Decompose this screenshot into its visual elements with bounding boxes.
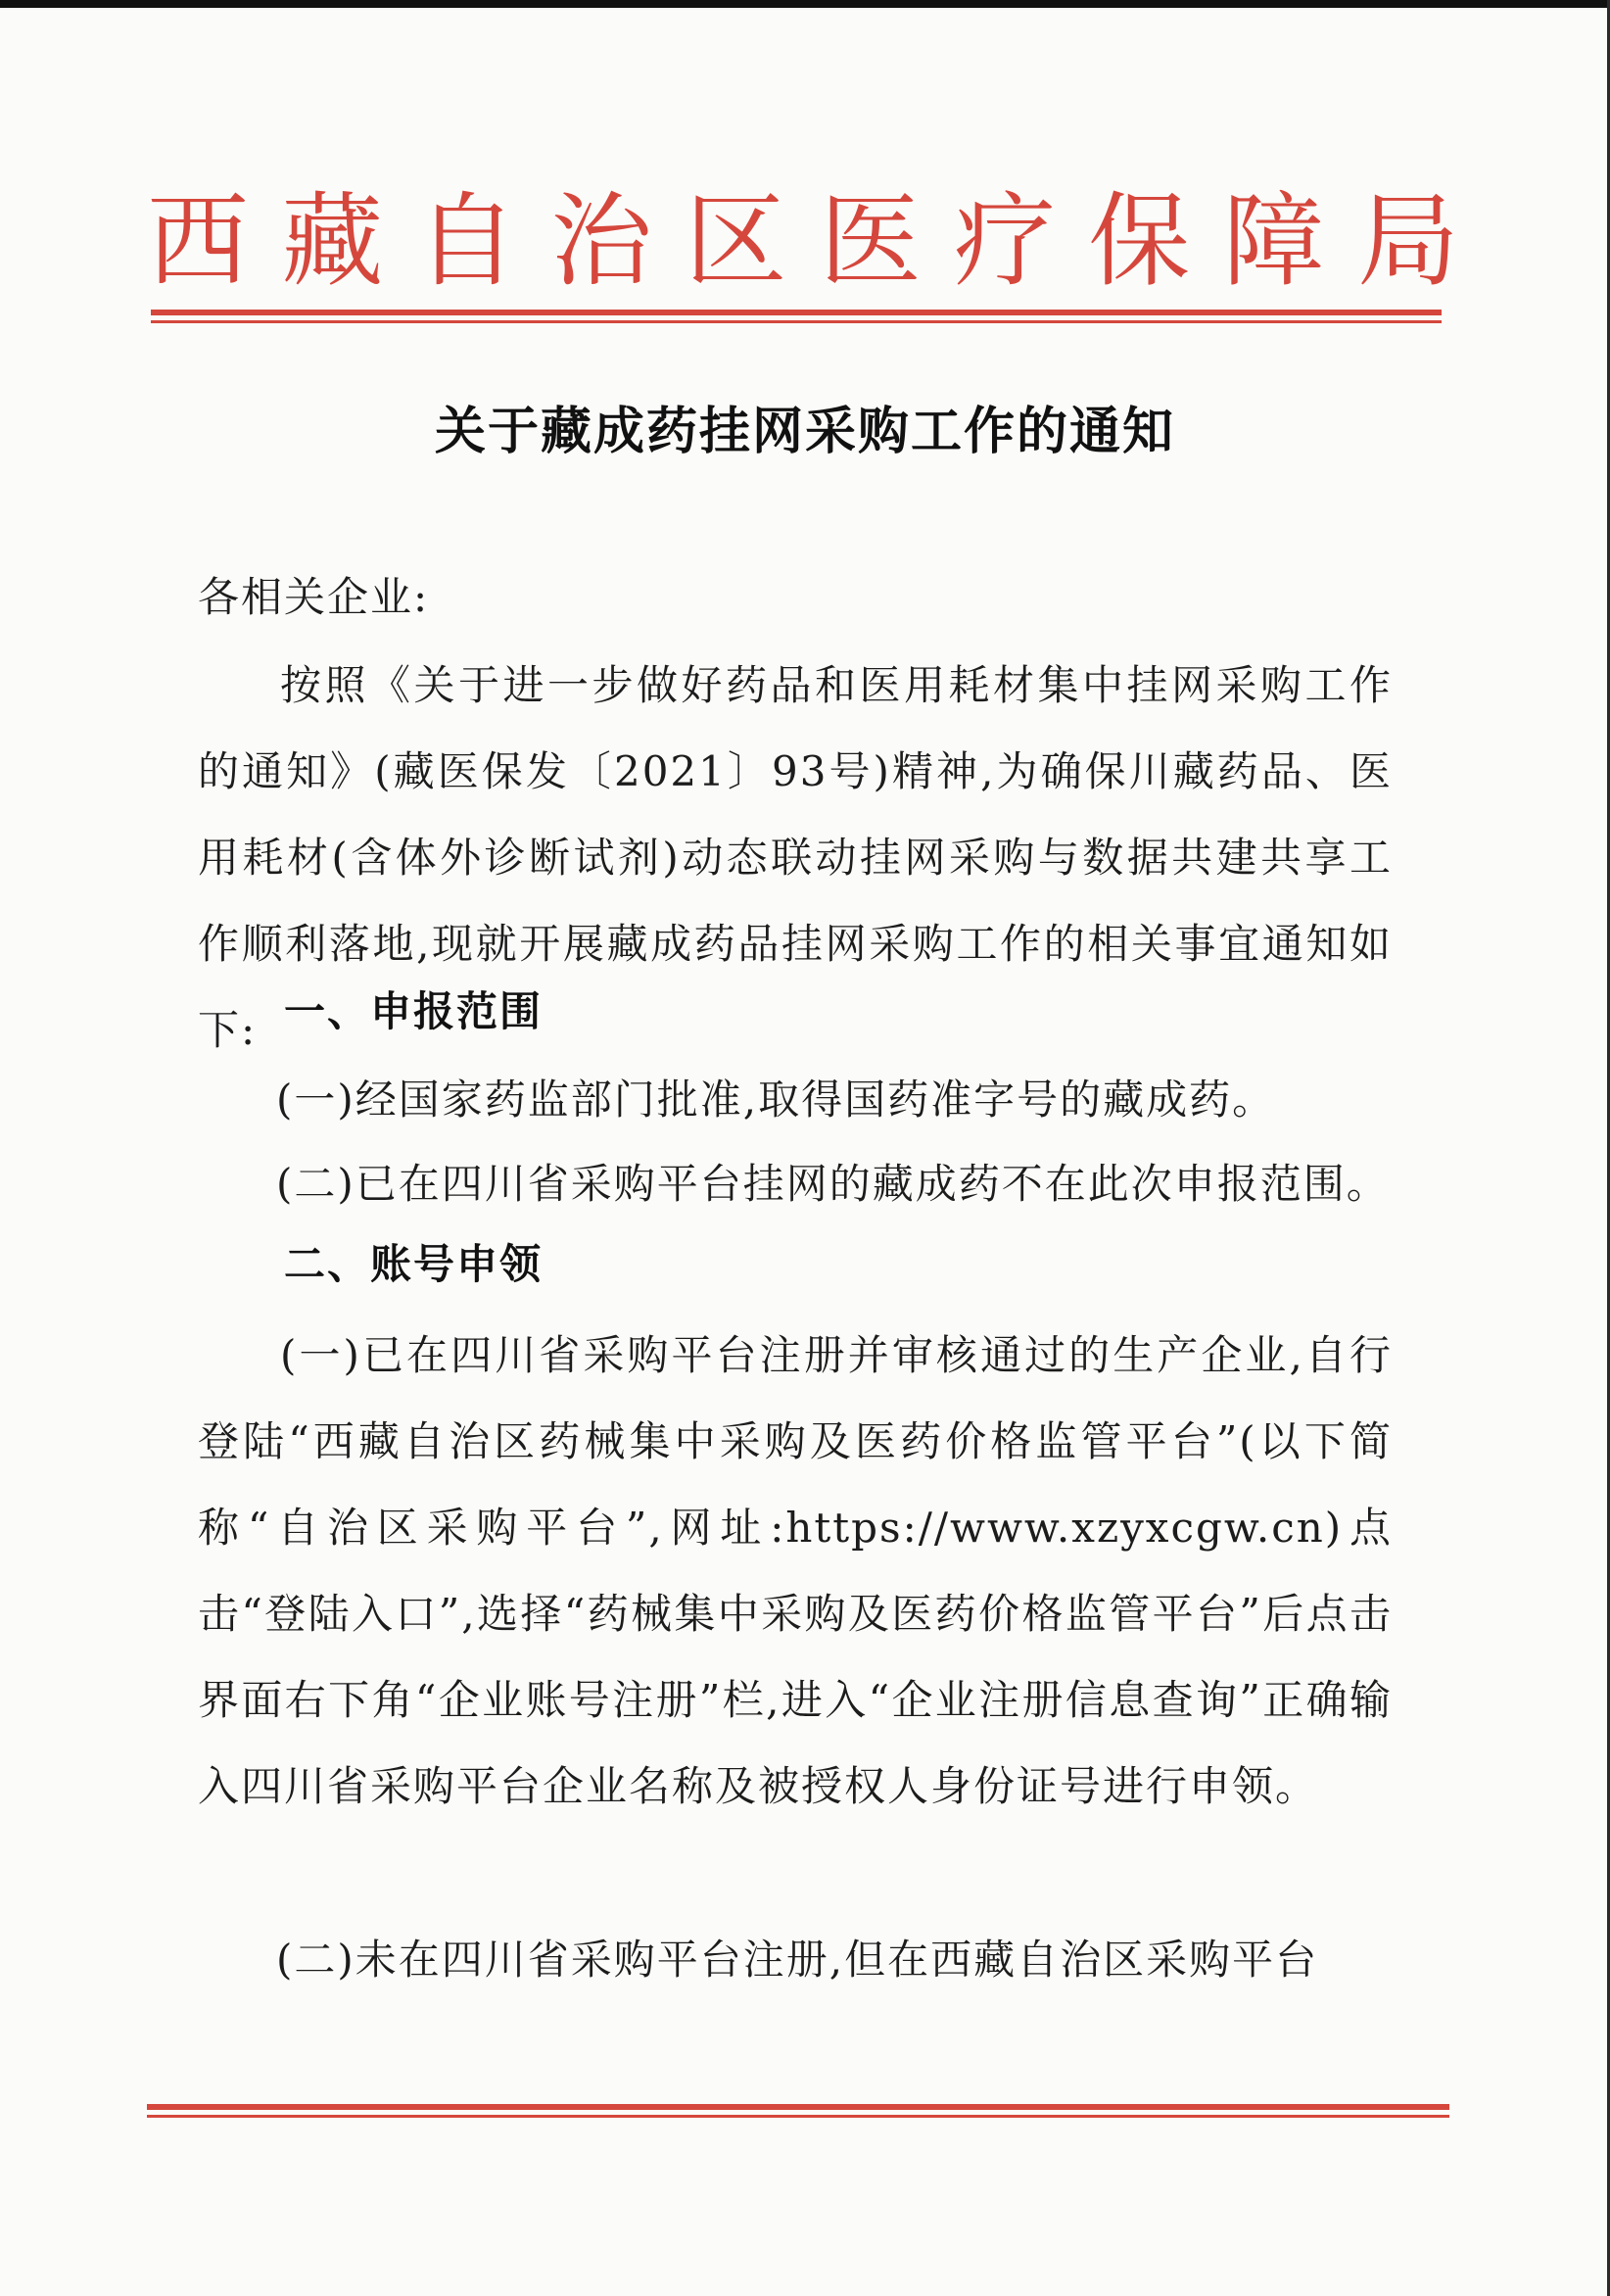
header-char: 治 (549, 181, 652, 301)
salutation: 各相关企业: (198, 573, 430, 621)
header-char: 局 (1356, 181, 1459, 301)
footer-divider-thick (147, 2104, 1449, 2110)
scan-border-top (0, 0, 1610, 8)
footer-divider-thin (147, 2115, 1449, 2118)
scope-item-1: (一)经国家药监部门批准,取得国药准字号的藏成药。 (276, 1076, 1276, 1124)
header-char: 藏 (281, 181, 384, 301)
issuing-authority-header (147, 172, 1459, 310)
header-char: 疗 (953, 181, 1056, 301)
intro-paragraph: 按照《关于进一步做好药品和医用耗材集中挂网采购工作的通知》(藏医保发〔2021〕93号)精神,为确保川藏药品、医用耗材(含体外诊断试剂)动态联动挂网采购与数据共建共享工作顺利落地,现就开展藏成药品挂网采购工作的相关事宜通知如下: (198, 661, 1393, 1054)
section-heading-account: 二、账号申领 (284, 1240, 544, 1288)
header-divider-thin (151, 320, 1442, 323)
header-char: 保 (1088, 181, 1191, 301)
header-char: 障 (1222, 181, 1325, 301)
header-char: 医 (819, 181, 922, 301)
account-item-2: (二)未在四川省采购平台注册,但在西藏自治区采购平台 (276, 1936, 1319, 1984)
header-divider-thick (151, 310, 1442, 315)
header-char: 区 (685, 181, 787, 301)
document-title: 关于藏成药挂网采购工作的通知 (434, 403, 1175, 461)
header-char: 自 (415, 181, 518, 301)
account-item-1: (一)已在四川省采购平台注册并审核通过的生产企业,自行登陆“西藏自治区药械集中采购及医药价格监管平台”(以下简称“自治区采购平台”,网址:https://www.xzyxcgw.cn)点击“登陆入口”,选择“药械集中采购及医药价格监管平台”后点击界面右下角“企业账号注册”栏,进入“企业注册信息查询”正确输入四川省采购平台企业名称及被授权人身份证号进行申领。 (198, 1331, 1393, 1810)
section-heading-scope: 一、申报范围 (284, 987, 544, 1035)
scope-item-2: (二)已在四川省采购平台挂网的藏成药不在此次申报范围。 (276, 1160, 1390, 1208)
header-char: 西 (147, 181, 250, 301)
